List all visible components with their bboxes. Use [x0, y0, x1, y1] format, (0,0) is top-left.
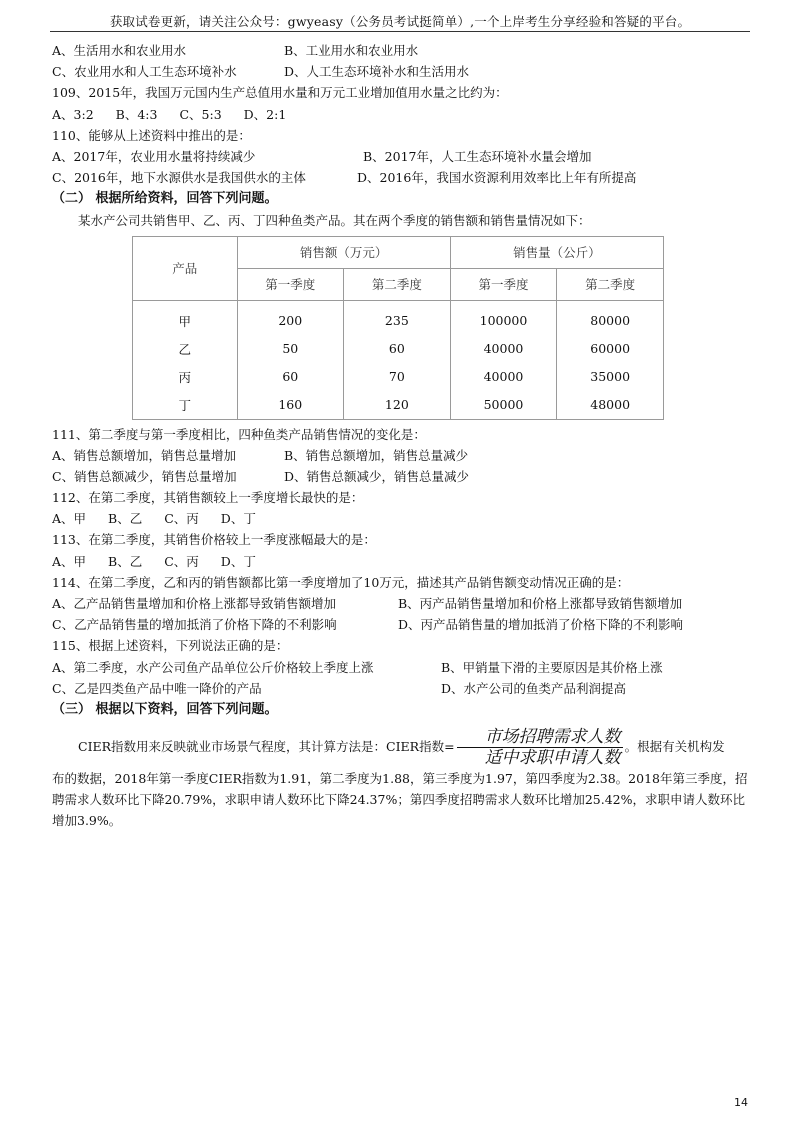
fraction-denominator: 适中求职申请人数: [484, 747, 621, 768]
option-c: C、农业用水和人工生态环境补水: [52, 64, 237, 80]
table-cell: 60: [344, 335, 451, 363]
column-header-sales: 销售额（万元）: [237, 236, 450, 268]
question-111-stem: 111、第二季度与第一季度相比，四种鱼类产品销售情况的变化是：: [52, 426, 426, 442]
option-row: [52, 146, 752, 167]
table-cell: 100000: [450, 300, 557, 335]
option-a: A、第二季度，水产公司鱼产品单位公斤价格较上季度上涨: [52, 659, 374, 675]
section-3-paragraph-rest: 布的数据，2018年第一季度CIER指数为1.91，第二季度为1.88，第三季度为1.97，第四季度为2.38。2018年第三季度，招聘需求人数环比下降20.79%，求职申请人数环比下降24.37%；第四季度招聘需求人数环比增加25.42%，求职申请人数环比增加3.9%。: [52, 770, 748, 828]
option-row: [52, 466, 752, 487]
option-row: [52, 445, 752, 466]
section-2-intro: 某水产公司共销售甲、乙、丙、丁四种鱼类产品。其在两个季度的销售额和销售量情况如下：: [78, 213, 591, 229]
option-c: C、乙是四类鱼产品中唯一降价的产品: [52, 680, 262, 696]
option-b: B、丙产品销售量增加和价格上涨都导致销售额增加: [398, 596, 683, 611]
question-110-stem: 110、能够从上述资料中推出的是：: [52, 127, 251, 143]
section-3-paragraph: [52, 727, 752, 768]
question-109-stem: 109、2015年，我国万元国内生产总值用水量和万元工业增加值用水量之比约为：: [52, 85, 508, 101]
table-row: [133, 391, 664, 420]
column-header-q1: 第一季度: [450, 268, 557, 300]
table-cell: 235: [344, 300, 451, 335]
option-d: D、2016年，我国水资源利用效率比上年有所提高: [357, 170, 637, 186]
option-a: A、3:2: [52, 106, 94, 122]
column-header-product: 产品: [133, 236, 238, 300]
table-cell: 40000: [450, 363, 557, 391]
column-header-q2: 第二季度: [557, 268, 664, 300]
question-109-options: [52, 104, 752, 125]
page-header: 获取试卷更新，请关注公众号：gwyeasy（公务员考试挺简单）,一个上岸考生分享经验和答疑的平台。: [109, 14, 691, 29]
question-113-options: [52, 551, 752, 572]
option-row: [52, 40, 752, 61]
option-c: C、2016年，地下水源供水是我国供水的主体: [52, 170, 306, 186]
option-c: C、丙: [164, 511, 199, 527]
table-row: [133, 335, 664, 363]
question-113-stem: 113、在第二季度，其销售价格较上一季度涨幅最大的是：: [52, 532, 376, 548]
column-header-q2: 第二季度: [344, 268, 451, 300]
option-row: [52, 61, 752, 82]
option-c: C、销售总额减少，销售总量增加: [52, 468, 237, 484]
table-cell: 48000: [557, 391, 664, 420]
option-d: D、销售总额减少，销售总量减少: [284, 468, 470, 484]
option-d: D、人工生态环境补水和生活用水: [284, 64, 470, 80]
page-number: 14: [734, 1096, 748, 1109]
cier-formula-fraction: [457, 727, 623, 768]
option-d: D、2:1: [243, 106, 287, 122]
question-112-stem: 112、在第二季度，其销售额较上一季度增长最快的是：: [52, 490, 364, 506]
table-cell: 200: [237, 300, 344, 335]
document-body: [52, 40, 752, 831]
table-cell: 70: [344, 363, 451, 391]
option-d: D、丁: [220, 511, 256, 527]
option-b: B、2017年，人工生态环境补水量会增加: [363, 148, 592, 164]
table-row: [133, 363, 664, 391]
option-row: [52, 657, 752, 678]
option-d: D、水产公司的鱼类产品利润提高: [441, 680, 627, 696]
option-d: D、丁: [220, 553, 256, 569]
option-d: D、丙产品销售量的增加抵消了价格下降的不利影响: [398, 617, 684, 633]
option-a: A、2017年，农业用水量将持续减少: [52, 148, 256, 164]
question-114-stem: 114、在第二季度，乙和丙的销售额都比第一季度增加了10万元，描述其产品销售额变动情况正确的是：: [52, 574, 630, 590]
option-row: [52, 678, 752, 699]
option-c: C、丙: [164, 553, 199, 569]
question-112-options: [52, 508, 752, 529]
question-115-stem: 115、根据上述资料，下列说法正确的是：: [52, 638, 289, 654]
table-cell: 50000: [450, 391, 557, 420]
table-cell: 60000: [557, 335, 664, 363]
table-row: [133, 300, 664, 335]
table-header-row: [133, 236, 664, 268]
option-a: A、甲: [52, 553, 87, 569]
row-product: 甲: [133, 300, 238, 335]
option-b: B、工业用水和农业用水: [284, 43, 419, 58]
paragraph-lead: CIER指数用来反映就业市场景气程度，其计算方法是：CIER指数=: [78, 738, 455, 754]
option-b: B、乙: [108, 511, 143, 527]
option-c: C、乙产品销售量的增加抵消了价格下降的不利影响: [52, 617, 337, 633]
section-2-title: （二） 根据所给资料，回答下列问题。: [52, 191, 278, 207]
table-cell: 40000: [450, 335, 557, 363]
option-b: B、甲销量下滑的主要原因是其价格上涨: [441, 659, 663, 675]
option-a: A、甲: [52, 511, 87, 527]
row-product: 丙: [133, 363, 238, 391]
row-product: 丁: [133, 391, 238, 420]
header-divider: [50, 31, 750, 32]
section-3-title: （三） 根据以下资料，回答下列问题。: [52, 701, 278, 717]
option-c: C、5:3: [179, 106, 222, 122]
sales-table: [132, 236, 664, 420]
option-row: [52, 593, 752, 614]
option-b: B、4:3: [115, 106, 158, 122]
table-cell: 160: [237, 391, 344, 420]
column-header-volume: 销售量（公斤）: [450, 236, 663, 268]
table-cell: 50: [237, 335, 344, 363]
table-cell: 35000: [557, 363, 664, 391]
paragraph-tail: 。根据有关机构发: [624, 738, 725, 754]
option-a: A、销售总额增加，销售总量增加: [52, 447, 237, 463]
column-header-q1: 第一季度: [237, 268, 344, 300]
option-b: B、销售总额增加，销售总量减少: [284, 447, 469, 463]
option-row: [52, 614, 752, 635]
option-a: A、乙产品销售量增加和价格上涨都导致销售额增加: [52, 596, 337, 611]
row-product: 乙: [133, 335, 238, 363]
fraction-numerator: 市场招聘需求人数: [457, 727, 623, 748]
table-cell: 60: [237, 363, 344, 391]
option-a: A、生活用水和农业用水: [52, 43, 187, 58]
table-cell: 80000: [557, 300, 664, 335]
option-b: B、乙: [108, 553, 143, 569]
table-cell: 120: [344, 391, 451, 420]
option-row: [52, 167, 752, 188]
